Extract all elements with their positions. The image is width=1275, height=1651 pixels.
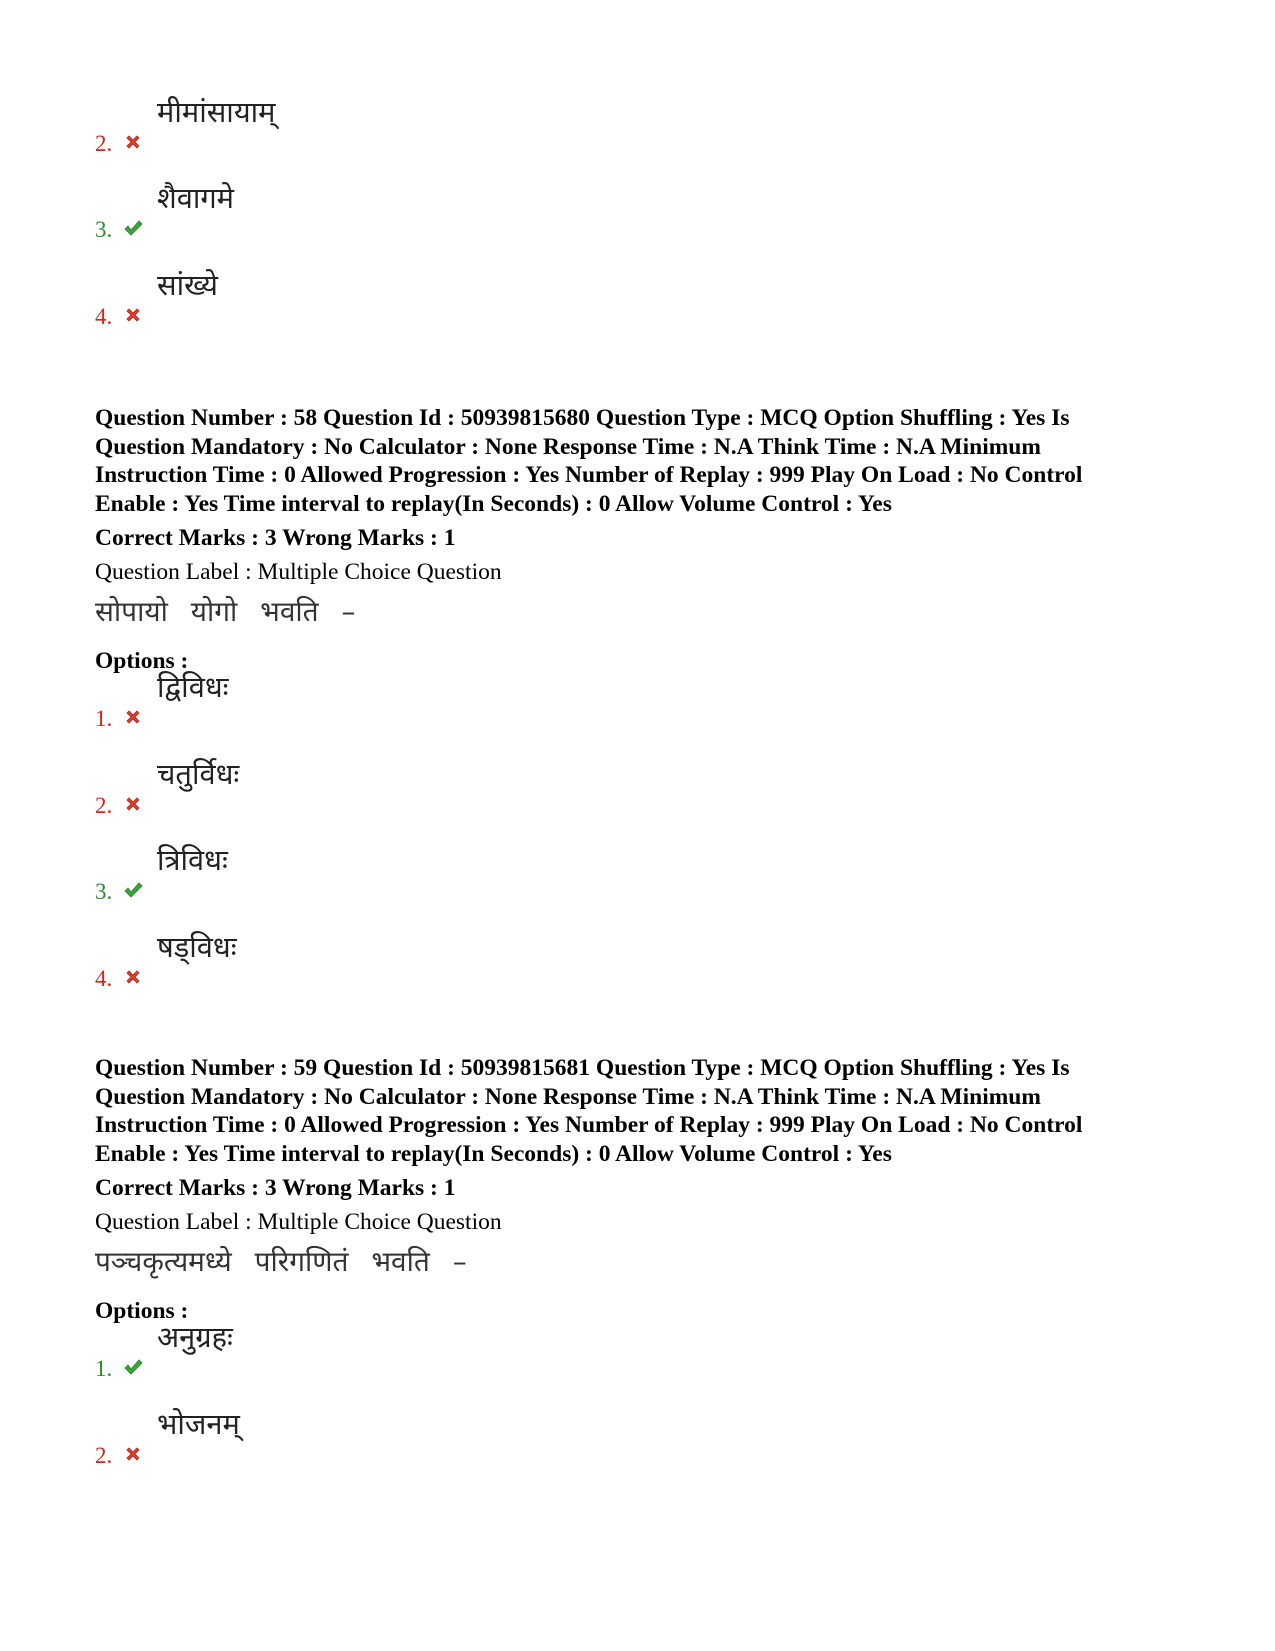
option-text: मीमांसायाम् [157,95,276,129]
option-text: चतुर्विधः [157,757,240,791]
q57-option-2 [95,95,695,155]
q59-label: Question Label : Multiple Choice Question [95,1209,502,1235]
option-number: 2. [95,793,113,818]
q58-header-line: Instruction Time : 0 Allowed Progression : Yes Number of Replay : 999 Play On Load : No Control [95,462,1083,488]
option-number: 3. [95,217,113,242]
cross-icon [123,794,143,814]
q59-option-2 [95,1407,695,1467]
check-icon [123,218,143,238]
option-text: द्विविधः [157,670,229,704]
q58-question-text: सोपायो योगो भवति – [95,595,356,628]
cross-icon [123,1444,143,1464]
option-number: 1. [95,706,113,731]
q57-option-3 [95,181,695,241]
q58-marks: Correct Marks : 3 Wrong Marks : 1 [95,525,456,551]
option-number: 2. [95,131,113,156]
option-number: 3. [95,879,113,904]
q59-question-text: पञ्चकृत्यमध्ये परिगणितं भवति – [95,1245,467,1278]
option-text: अनुग्रहः [157,1320,233,1354]
q59-option-1 [95,1320,695,1380]
q59-header-line: Instruction Time : 0 Allowed Progression : Yes Number of Replay : 999 Play On Load : No Control [95,1112,1083,1138]
q59-options-label: Options : [95,1298,189,1324]
q57-option-4 [95,268,695,328]
cross-icon [123,305,143,325]
check-icon [123,1357,143,1377]
option-text: त्रिविधः [157,843,228,877]
q58-header-line: Enable : Yes Time interval to replay(In Seconds) : 0 Allow Volume Control : Yes [95,490,892,517]
q58-header-line: Question Number : 58 Question Id : 50939815680 Question Type : MCQ Option Shuffling : Yes Is [95,405,1070,431]
cross-icon [123,707,143,727]
q58-option-3 [95,843,695,903]
q58-header-line: Question Mandatory : No Calculator : None Response Time : N.A Think Time : N.A Minimum [95,433,1041,460]
q58-option-2 [95,757,695,817]
check-icon [123,880,143,900]
option-text: सांख्ये [157,268,218,302]
cross-icon [123,967,143,987]
q58-header [95,404,1195,518]
option-text: षड्विधः [157,930,237,964]
q59-header [95,1054,1195,1168]
q59-marks: Correct Marks : 3 Wrong Marks : 1 [95,1175,456,1201]
option-number: 2. [95,1443,113,1468]
q59-header-line: Question Mandatory : No Calculator : None Response Time : N.A Think Time : N.A Minimum [95,1083,1041,1110]
option-number: 4. [95,304,113,329]
option-number: 4. [95,966,113,991]
option-text: शैवागमे [157,181,235,215]
q58-label: Question Label : Multiple Choice Question [95,559,502,585]
q59-header-line: Enable : Yes Time interval to replay(In Seconds) : 0 Allow Volume Control : Yes [95,1140,892,1167]
q58-options-label: Options : [95,648,189,674]
q59-header-line: Question Number : 59 Question Id : 50939815681 Question Type : MCQ Option Shuffling : Yes Is [95,1055,1070,1081]
q58-option-4 [95,930,695,990]
option-number: 1. [95,1356,113,1381]
q58-option-1 [95,670,695,730]
option-text: भोजनम् [157,1407,240,1441]
cross-icon [123,132,143,152]
